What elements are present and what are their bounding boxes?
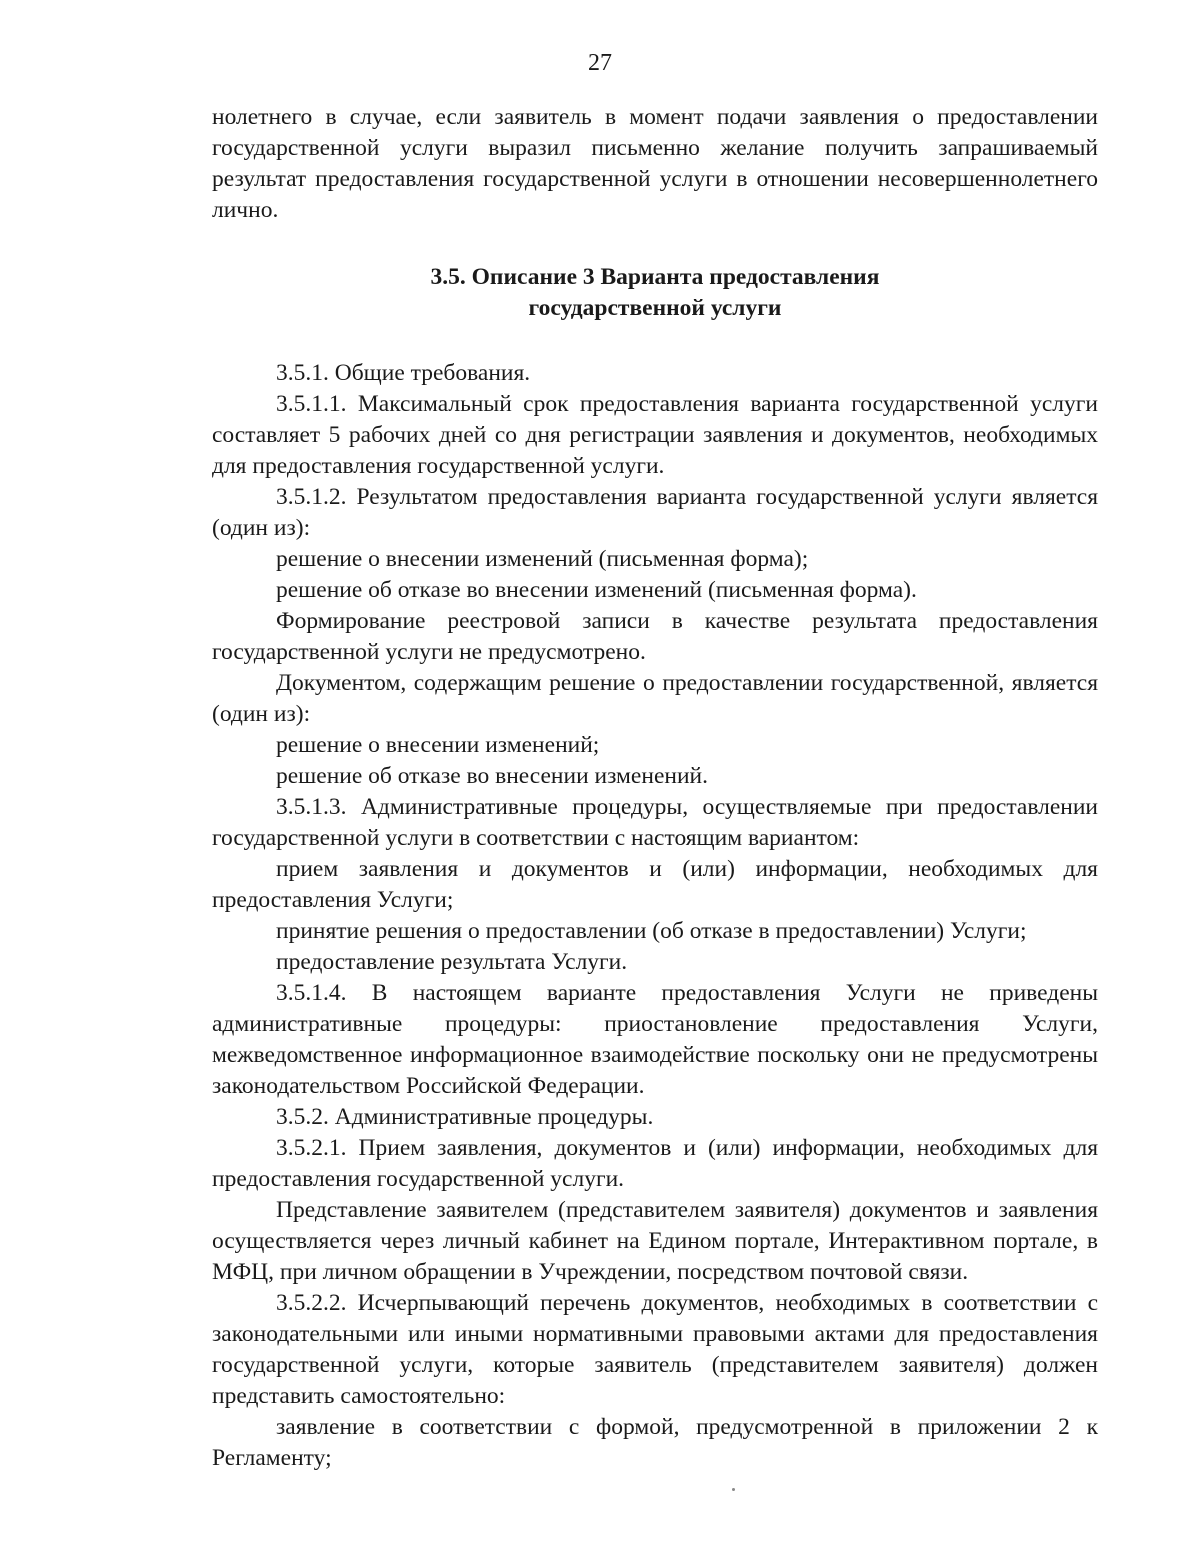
paragraph-decision-document: Документом, содержащим решение о предоставлении государственной, является (один из):	[212, 670, 1098, 727]
paragraph-3-5-2-2: 3.5.2.2. Исчерпывающий перечень документов, необходимых в соответствии с законодательными или иными нормативными правовыми актами для предоставления государственной услуги, которые заявитель (представителем заявителя) должен представить самостоятельно:	[212, 1290, 1098, 1409]
paragraph-3-5-1-4: 3.5.1.4. В настоящем варианте предоставления Услуги не приведены административные процедуры: приостановление предоставления Услуги, межведомственное информационное взаимодействие поскольку они не предусмотрены законодательством Российской Федерации.	[212, 980, 1098, 1099]
list-item: предоставление результата Услуги.	[276, 949, 628, 975]
paragraph-3-5-1-1: 3.5.1.1. Максимальный срок предоставления варианта государственной услуги составляет 5 рабочих дней со дня регистрации заявления и документов, необходимых для предоставления государственной услуги.	[212, 391, 1098, 479]
paragraph-3-5-2: 3.5.2. Административные процедуры.	[276, 1104, 654, 1130]
list-item: решение об отказе во внесении изменений (письменная форма).	[276, 577, 917, 603]
paragraph-submission-channels: Представление заявителем (представителем заявителя) документов и заявления осуществляется через личный кабинет на Едином портале, Интерактивном портале, в МФЦ, при личном обращении в Учреждении, посредством почтовой связи.	[212, 1197, 1098, 1285]
section-heading	[212, 262, 1098, 324]
paragraph-registry-record: Формирование реестровой записи в качестве результата предоставления государственной услуги не предусмотрено.	[212, 608, 1098, 665]
scan-speck	[732, 1488, 735, 1491]
paragraph-3-5-2-1: 3.5.2.1. Прием заявления, документов и (или) информации, необходимых для предоставления государственной услуги.	[212, 1135, 1098, 1192]
document-body	[212, 102, 1098, 1474]
list-item: решение об отказе во внесении изменений.	[276, 763, 708, 789]
list-item: принятие решения о предоставлении (об отказе в предоставлении) Услуги;	[276, 918, 1027, 944]
list-item: прием заявления и документов и (или) информации, необходимых для предоставления Услуги;	[212, 856, 1098, 913]
section-heading-line-2: государственной услуги	[528, 295, 782, 321]
paragraph-3-5-1-2: 3.5.1.2. Результатом предоставления варианта государственной услуги является (один из):	[212, 484, 1098, 541]
section-heading-line-1: 3.5. Описание 3 Варианта предоставления	[430, 264, 880, 290]
list-item: решение о внесении изменений;	[276, 732, 600, 758]
page-number: 27	[588, 50, 612, 76]
list-item: решение о внесении изменений (письменная форма);	[276, 546, 809, 572]
lead-paragraph: нолетнего в случае, если заявитель в момент подачи заявления о предоставлении государственной услуги выразил письменно желание получить запрашиваемый результат предоставления государственной услуги в отношении несовершеннолетнего лично.	[212, 104, 1098, 223]
list-item: заявление в соответствии с формой, предусмотренной в приложении 2 к Регламенту;	[212, 1414, 1098, 1471]
paragraph-3-5-1-3: 3.5.1.3. Административные процедуры, осуществляемые при предоставлении государственной услуги в соответствии с настоящим вариантом:	[212, 794, 1098, 851]
paragraph-3-5-1: 3.5.1. Общие требования.	[276, 360, 531, 386]
